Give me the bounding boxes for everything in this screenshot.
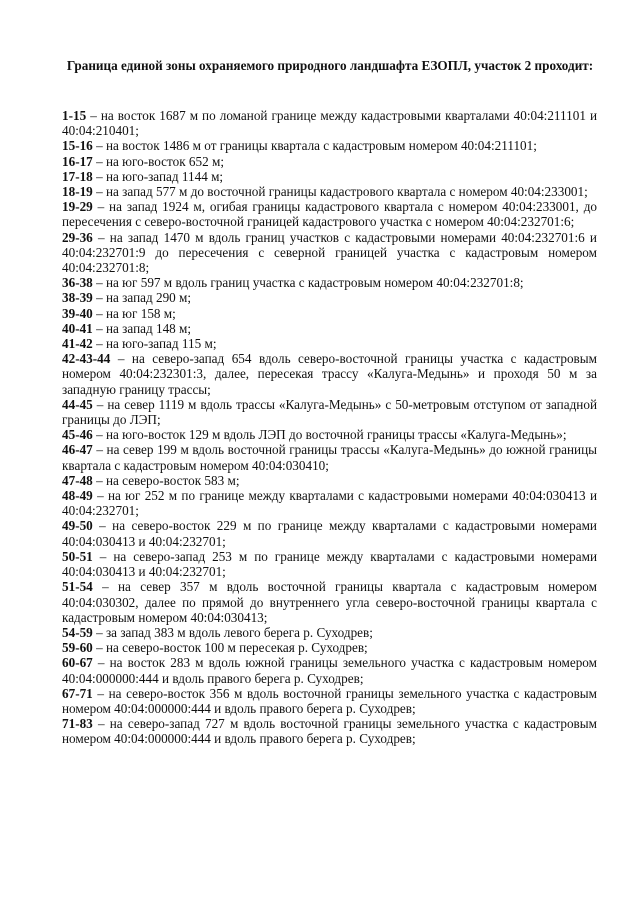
entry-description: – на восток 1486 м от границы квартала с кадастровым номером 40:04:211101;	[92, 138, 537, 154]
entry-segment-number: 17-18	[62, 168, 93, 184]
boundary-entry	[62, 290, 597, 305]
boundary-entry	[62, 108, 597, 138]
boundary-entry	[62, 579, 597, 625]
boundary-entry	[62, 488, 597, 518]
boundary-entry	[62, 549, 597, 579]
document-title: Граница единой зоны охраняемого природного ландшафта ЕЗОПЛ, участок 2 проходит:	[66, 58, 594, 73]
entry-description: – на восток 1687 м по ломаной границе между кадастровыми кварталами 40:04:211101 и 40:04:210401;	[62, 108, 597, 139]
entry-segment-number: 48-49	[62, 488, 93, 504]
boundary-entry	[62, 275, 597, 290]
entry-segment-number: 46-47	[62, 442, 93, 458]
entry-segment-number: 71-83	[62, 716, 93, 732]
boundary-entry	[62, 427, 597, 442]
entry-description: – на северо-запад 253 м по границе между кварталами с кадастровыми номерами 40:04:030413 и 40:04:232701;	[62, 548, 597, 580]
entry-segment-number: 45-46	[62, 427, 93, 443]
boundary-entry	[62, 199, 597, 229]
entry-segment-number: 41-42	[62, 336, 93, 352]
entry-segment-number: 39-40	[62, 305, 93, 321]
boundary-entries-list	[62, 108, 597, 747]
entry-description: – на юго-восток 652 м;	[92, 153, 224, 169]
entry-description: – на северо-восток 583 м;	[92, 472, 240, 488]
boundary-entry	[62, 169, 597, 184]
entry-description: – на север 199 м вдоль восточной границы трассы «Калуга-Медынь» до южной границы квартала с кадастровым номером 40:04:030410;	[62, 442, 597, 473]
entry-segment-number: 67-71	[62, 685, 93, 701]
entry-description: – на север 1119 м вдоль трассы «Калуга-Медынь» с 50-метровым отступом от западной границы до ЛЭП;	[62, 396, 597, 428]
boundary-entry	[62, 473, 597, 488]
entry-description: – на запад 577 м до восточной границы кадастрового квартала с номером 40:04:233001;	[92, 184, 588, 200]
boundary-entry	[62, 655, 597, 685]
entry-segment-number: 59-60	[62, 640, 93, 656]
entry-segment-number: 51-54	[62, 579, 93, 595]
boundary-entry	[62, 184, 597, 199]
boundary-entry	[62, 154, 597, 169]
boundary-entry	[62, 397, 597, 427]
boundary-entry	[62, 321, 597, 336]
boundary-entry	[62, 686, 597, 716]
entry-description: – на юго-запад 115 м;	[92, 336, 217, 352]
boundary-entry	[62, 518, 597, 548]
boundary-entry	[62, 138, 597, 153]
entry-description: – на северо-восток 100 м пересекая р. Суходрев;	[92, 640, 368, 656]
entry-description: – на юго-восток 129 м вдоль ЛЭП до восточной границы трассы «Калуга-Медынь»;	[92, 427, 567, 443]
entry-description: – на юг 158 м;	[92, 305, 176, 321]
entry-segment-number: 18-19	[62, 184, 93, 200]
entry-segment-number: 60-67	[62, 655, 93, 671]
entry-segment-number: 1-15	[62, 108, 87, 123]
entry-segment-number: 54-59	[62, 624, 93, 640]
entry-description: – на юго-запад 1144 м;	[92, 168, 224, 184]
entry-description: – за запад 383 м вдоль левого берега р. Суходрев;	[92, 624, 373, 640]
entry-description: – на запад 1924 м, огибая границы кадастрового квартала с номером 40:04:233001, до пересечения с северо-восточной границей кадастрового участка с номером 40:04:232701:6;	[62, 199, 597, 230]
entry-description: – на север 357 м вдоль восточной границы квартала с кадастровым номером 40:04:030302, далее по прямой до внутреннего угла северо-восточной границы квартала с кадастровым номером 40:04:030413;	[62, 579, 597, 625]
boundary-entry	[62, 306, 597, 321]
boundary-entry	[62, 640, 597, 655]
entry-segment-number: 38-39	[62, 290, 93, 306]
entry-description: – на юг 597 м вдоль границ участка с кадастровым номером 40:04:232701:8;	[92, 275, 524, 291]
boundary-entry	[62, 716, 597, 746]
entry-description: – на северо-восток 229 м по границе между кварталами с кадастровыми номерами 40:04:030413 и 40:04:232701;	[62, 518, 597, 549]
entry-description: – на северо-запад 727 м вдоль восточной границы земельного участка с кадастровым номером 40:04:000000:444 и вдоль правого берега р. Суходрев;	[62, 716, 597, 747]
entry-description: – на северо-восток 356 м вдоль восточной границы земельного участка с кадастровым номером 40:04:000000:444 и вдоль правого берега р. Суходрев;	[62, 685, 597, 716]
entry-description: – на северо-запад 654 вдоль северо-восточной границы участка с кадастровым номером 40:04:232301:3, далее, пересекая трассу «Калуга-Медынь» и проходя 50 м за западную границу трассы;	[62, 351, 597, 397]
boundary-entry	[62, 625, 597, 640]
entry-description: – на запад 1470 м вдоль границ участков с кадастровыми номерами 40:04:232701:6 и 40:04:232701:9 до пересечения с северной границей участка с кадастровым номером 40:04:232701:8;	[62, 229, 597, 276]
boundary-entry	[62, 230, 597, 276]
boundary-entry	[62, 351, 597, 397]
boundary-entry	[62, 442, 597, 472]
entry-segment-number: 15-16	[62, 138, 93, 154]
entry-description: – на юг 252 м по границе между кварталами с кадастровыми номерами 40:04:030413 и 40:04:232701;	[62, 488, 597, 519]
entry-segment-number: 40-41	[62, 320, 93, 336]
entry-segment-number: 36-38	[62, 275, 93, 291]
entry-description: – на запад 290 м;	[92, 290, 192, 306]
entry-segment-number: 49-50	[62, 518, 93, 534]
entry-description: – на запад 148 м;	[92, 320, 192, 336]
entry-segment-number: 50-51	[62, 548, 93, 564]
entry-description: – на восток 283 м вдоль южной границы земельного участка с кадастровым номером 40:04:000000:444 и вдоль правого берега р. Суходрев;	[62, 655, 597, 686]
boundary-entry	[62, 336, 597, 351]
entry-segment-number: 47-48	[62, 472, 93, 488]
entry-segment-number: 44-45	[62, 396, 93, 412]
entry-segment-number: 16-17	[62, 153, 93, 169]
entry-segment-number: 19-29	[62, 199, 93, 215]
entry-segment-number: 29-36	[62, 229, 93, 245]
entry-segment-number: 42-43-44	[62, 351, 111, 367]
